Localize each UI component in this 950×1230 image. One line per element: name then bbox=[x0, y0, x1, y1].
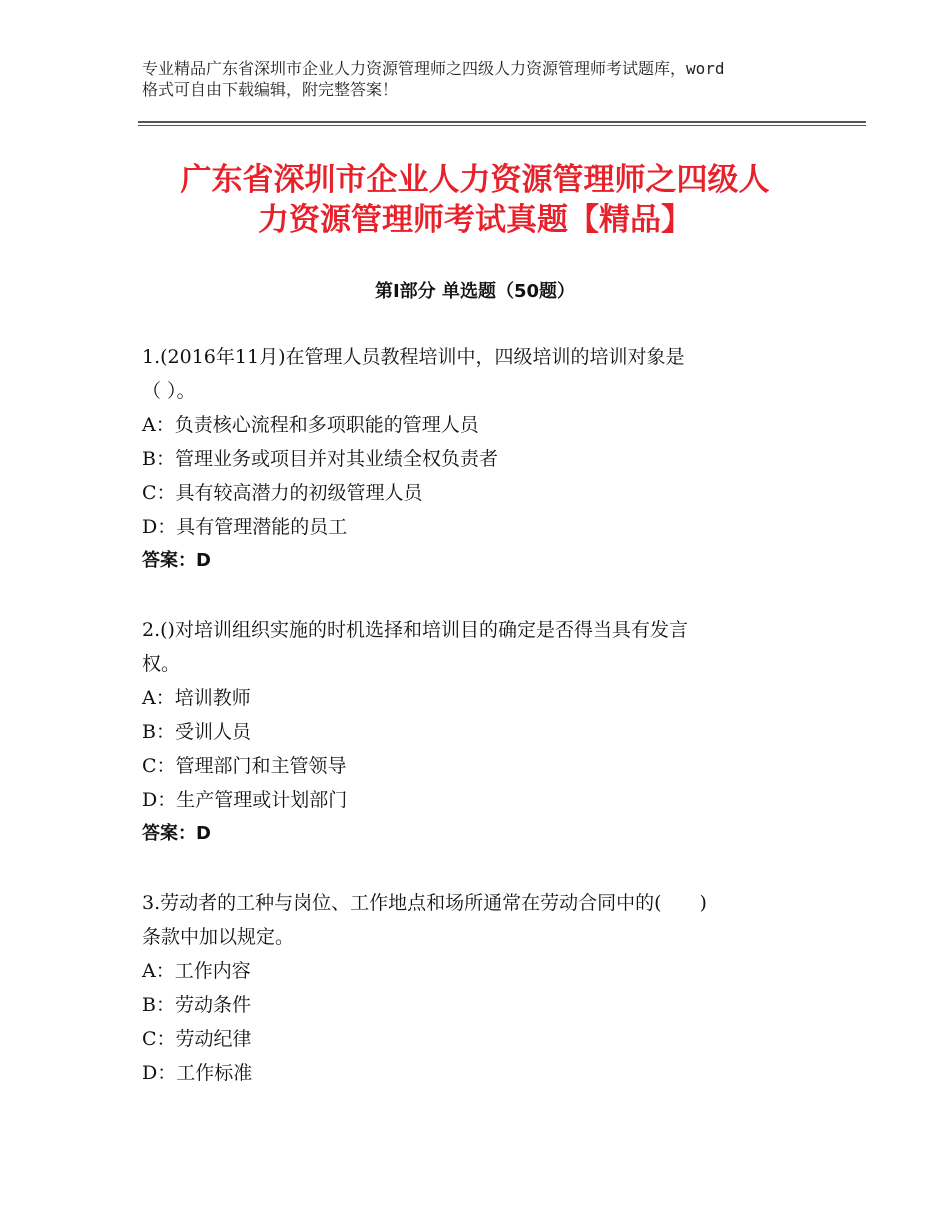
header-divider-thin bbox=[138, 125, 866, 126]
option-b: B：受训人员 bbox=[142, 721, 251, 743]
header-divider-thick bbox=[138, 121, 866, 123]
option-c: C：劳动纪律 bbox=[142, 1028, 252, 1050]
document-title-line-1: 广东省深圳市企业人力资源管理师之四级人 bbox=[180, 162, 770, 198]
option-a: A：工作内容 bbox=[142, 960, 251, 982]
option-a: A：培训教师 bbox=[142, 687, 251, 709]
question-3 bbox=[142, 886, 822, 1090]
document-title bbox=[120, 160, 830, 240]
option-c: C：管理部门和主管领导 bbox=[142, 755, 347, 777]
option-a: A：负责核心流程和多项职能的管理人员 bbox=[142, 414, 479, 436]
document-title-line-2: 力资源管理师考试真题【精品】 bbox=[258, 202, 692, 238]
option-b: B：管理业务或项目并对其业绩全权负责者 bbox=[142, 448, 498, 470]
question-stem-line-1: 1.(2016年11月)在管理人员教程培训中，四级培训的培训对象是 bbox=[142, 346, 685, 368]
question-stem-line-1: 3.劳动者的工种与岗位、工作地点和场所通常在劳动合同中的( ) bbox=[142, 892, 707, 914]
header-note-line-1: 专业精品广东省深圳市企业人力资源管理师之四级人力资源管理师考试题库，word bbox=[142, 59, 725, 78]
option-d: D：工作标准 bbox=[142, 1062, 253, 1084]
option-d: D：具有管理潜能的员工 bbox=[142, 516, 348, 538]
question-stem-line-2: （ ）。 bbox=[142, 380, 196, 402]
option-b: B：劳动条件 bbox=[142, 994, 251, 1016]
question-stem-line-2: 条款中加以规定。 bbox=[142, 926, 295, 948]
option-c: C：具有较高潜力的初级管理人员 bbox=[142, 482, 423, 504]
question-stem-line-2: 权。 bbox=[142, 653, 181, 675]
question-stem-line-1: 2.()对培训组织实施的时机选择和培训目的确定是否得当具有发言 bbox=[142, 619, 688, 641]
answer-label: 答案：D bbox=[142, 823, 211, 844]
answer-label: 答案：D bbox=[142, 550, 211, 571]
question-1 bbox=[142, 340, 822, 578]
header-note-line-2: 格式可自由下载编辑，附完整答案！ bbox=[142, 80, 399, 99]
option-d: D：生产管理或计划部门 bbox=[142, 789, 348, 811]
question-2 bbox=[142, 613, 822, 851]
section-heading: 第Ⅰ部分 单选题（50题） bbox=[374, 281, 575, 302]
header-note bbox=[142, 58, 822, 100]
